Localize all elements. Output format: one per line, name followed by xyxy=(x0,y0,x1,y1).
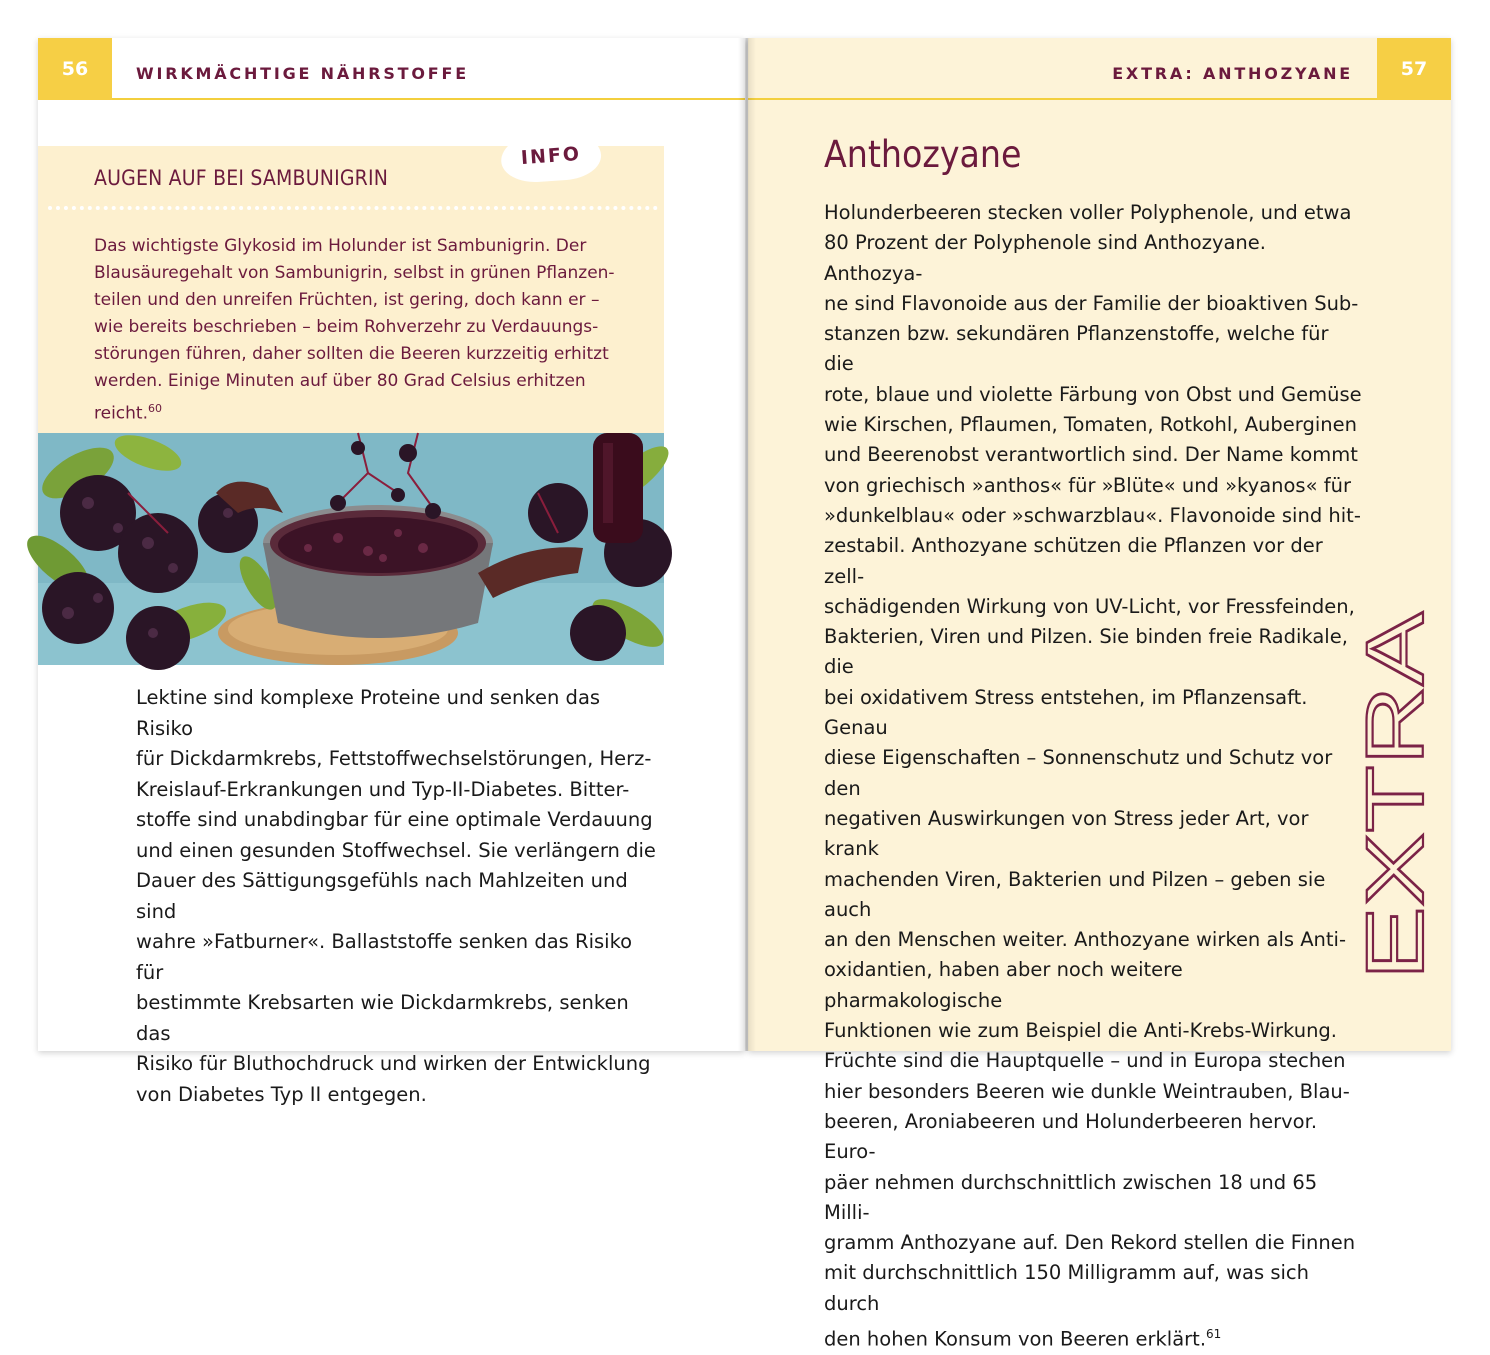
info-badge: INFO xyxy=(499,128,602,185)
header-rule-right xyxy=(748,98,1377,100)
book-gutter-shadow xyxy=(738,38,756,1051)
right-body-text xyxy=(824,198,1364,1355)
page-number-right: 57 xyxy=(1377,38,1451,100)
right-body-paragraph: Holunderbeeren stecken voller Polyphenole, und etwa 80 Prozent der Polyphenole sind Anthozyane. Anthozya- ne sind Flavonoide aus der Familie der bioaktiven Sub- stanzen bzw. sekundären Pflanzenstoffe, welche für die rote, blaue und violette Färbung von Obst und Gemüse wie Kirschen, Pflaumen, Tomaten, Rotkohl, Auberginen und Beerenobst verantwortlich sind. Der Name kommt von griechisch »anthos« für »Blüte« und »kyanos« für »dunkelblau« oder »schwarzblau«. Flavonoide sind hit- zestabil. Anthozyane schützen die Pflanzen vor der zell- schädigenden Wirkung von UV-Licht, vor Fressfeinden, Bakterien, Viren und Pilzen. Sie binden freie Radikale, die bei oxidativem Stress entstehen, im Pflanzensaft. Genau diese Eigenschaften – Sonnenschutz und Schutz vor den negativen Auswirkungen von Stress jeder Art, vor krank machenden Viren, Bakterien und Pilzen – geben sie auch an den Menschen weiter. Anthozyane wirken als Anti- oxidantien, haben aber noch weitere pharmakologische Funktionen wie zum Beispiel die Anti-Krebs-Wirkung. Früchte sind die Hauptquelle – und in Europa stechen hier besonders Beeren wie dunkle Weintrauben, Blau- beeren, Aroniabeeren und Holunderbeeren hervor. Euro- päer nehmen durchschnittlich zwischen 18 und 65 Milli- gramm Anthozyane auf. Den Rekord stellen die Finnen mit durchschnittlich 150 Milligramm auf, was sich durch den hohen Konsum von Beeren erklärt. xyxy=(824,201,1362,1351)
extra-vertical-label xyxy=(1350,608,1441,988)
running-header-left: WIRKMÄCHTIGE NÄHRSTOFFE xyxy=(136,64,469,83)
footnote-ref-61: 61 xyxy=(1206,1326,1222,1341)
header-rule-left xyxy=(112,98,745,100)
left-page xyxy=(38,38,745,1106)
footnote-ref-60: 60 xyxy=(148,402,162,415)
page-title: Anthozyane xyxy=(824,133,1022,176)
dotted-divider xyxy=(48,206,658,210)
elderberry-pot-photo xyxy=(38,433,664,665)
info-box-title: AUGEN AUF BEI SAMBUNIGRIN xyxy=(94,166,389,190)
left-body-text: Lektine sind komplexe Proteine und senken das Risiko für Dickdarmkrebs, Fettstoffwechselstörungen, Herz- Kreislauf-Erkrankungen und Typ-II-Diabetes. Bitter- stoffe sind unabdingbar für eine optimale Verdauung und einen gesunden Stoffwechsel. Sie verlängern die Dauer des Sättigungsgefühls nach Mahlzeiten und sind wahre »Fatburner«. Ballaststoffe senken das Risiko für bestimmte Krebsarten wie Dickdarmkrebs, senken das Risiko für Bluthochdruck und wirken der Entwicklung von Diabetes Typ II entgegen. xyxy=(136,686,656,1106)
running-header-right: EXTRA: ANTHOZYANE xyxy=(1112,64,1353,83)
page-number-left: 56 xyxy=(38,38,112,100)
right-page xyxy=(748,38,1451,1351)
info-box-paragraph: Das wichtigste Glykosid im Holunder ist Sambunigrin. Der Blausäuregehalt von Sambunigrin, selbst in grünen Pflanzen- teilen und den unreifen Früchten, ist gering, doch kann er – wie bereits beschrieben – beim Rohverzehr zu Verdauungs- störungen führen, daher sollten die Beeren kurzzeitig erhitzt werden. Einige Minuten auf über 80 Grad Celsius erhitzen reicht. xyxy=(94,236,615,424)
info-box-text xyxy=(94,233,634,428)
svg-text:EXTRA: EXTRA xyxy=(1350,706,1441,980)
